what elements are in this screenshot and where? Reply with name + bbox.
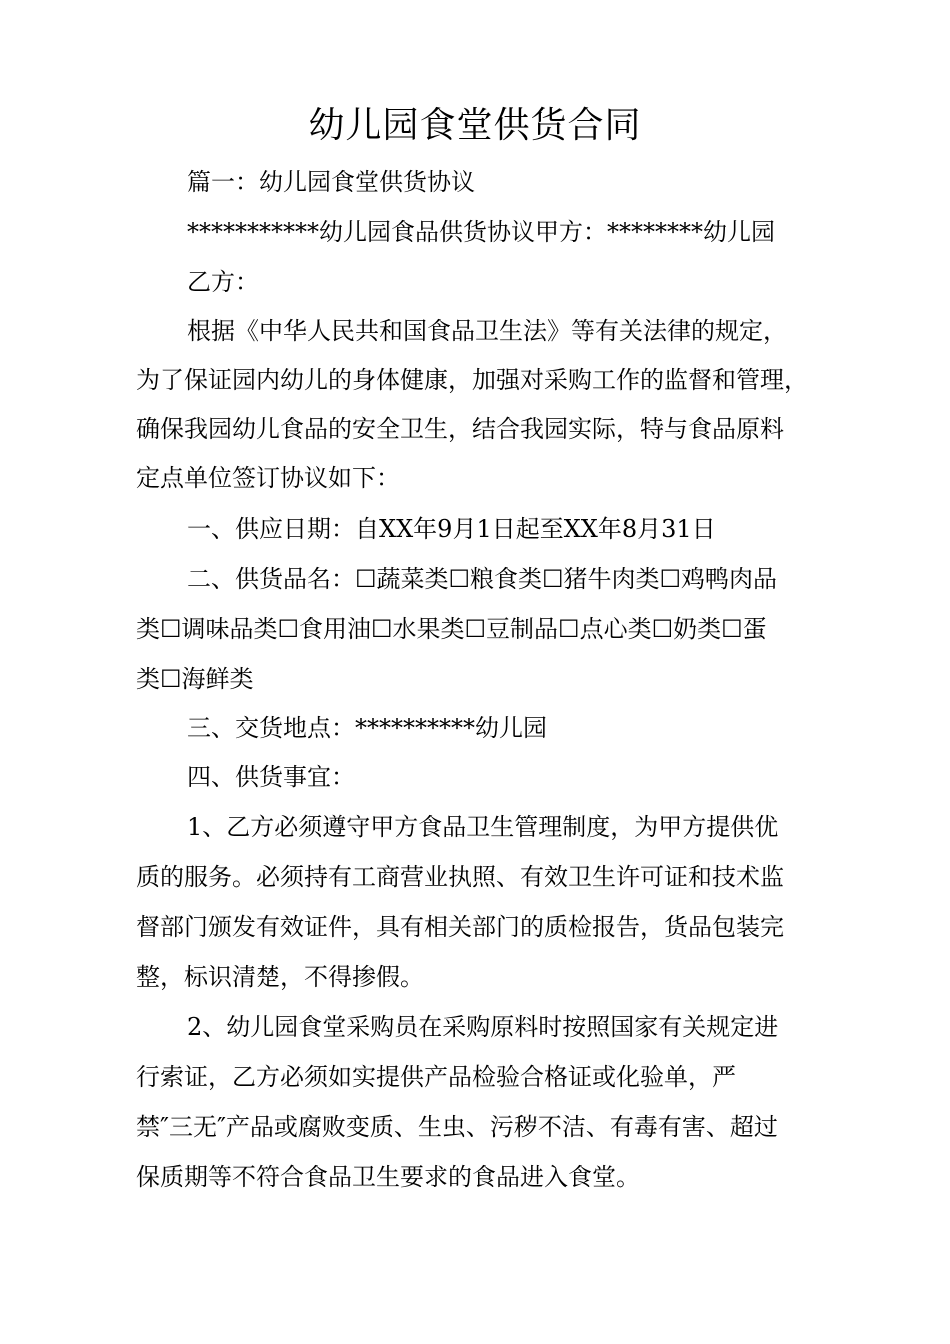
paragraph-line: 乙方： [187, 268, 259, 296]
paragraph-line: 类☐调味品类☐食用油☐水果类☐豆制品☐点心类☐奶类☐蛋 [136, 615, 767, 643]
paragraph-line: ***********幼儿园食品供货协议甲方：********幼儿园 [187, 218, 775, 246]
paragraph-line: 确保我园幼儿食品的安全卫生，结合我园实际，特与食品原料 [136, 415, 784, 443]
paragraph-line: 四、供货事宜： [187, 763, 355, 791]
paragraph-line: 一、供应日期：自XX年9月1日起至XX年8月31日 [187, 515, 716, 543]
paragraph-line: 质的服务。必须持有工商营业执照、有效卫生许可证和技术监 [136, 863, 784, 891]
paragraph-line: 保质期等不符合食品卫生要求的食品进入食堂。 [136, 1163, 640, 1191]
paragraph-line: 二、供货品名：☐蔬菜类☐粮食类☐猪牛肉类☐鸡鸭肉品 [187, 565, 778, 593]
paragraph-line: 禁″三无″产品或腐败变质、生虫、污秽不洁、有毒有害、超过 [136, 1113, 778, 1141]
paragraph-line: 篇一：幼儿园食堂供货协议 [187, 168, 475, 196]
paragraph-line: 类☐海鲜类 [136, 665, 254, 693]
document-title: 幼儿园食堂供货合同 [308, 105, 642, 146]
paragraph-line: 根据《中华人民共和国食品卫生法》等有关法律的规定， [187, 317, 787, 345]
paragraph-line: 整，标识清楚，不得掺假。 [136, 963, 424, 991]
paragraph-line: 三、交货地点：**********幼儿园 [187, 714, 547, 742]
paragraph-line: 行索证，乙方必须如实提供产品检验合格证或化验单，严 [136, 1063, 736, 1091]
paragraph-line: 定点单位签订协议如下： [136, 464, 400, 492]
paragraph-line: 为了保证园内幼儿的身体健康，加强对采购工作的监督和管理， [136, 366, 808, 394]
paragraph-line: 督部门颁发有效证件，具有相关部门的质检报告，货品包装完 [136, 913, 784, 941]
paragraph-line: 2、幼儿园食堂采购员在采购原料时按照国家有关规定进 [187, 1013, 779, 1041]
paragraph-line: 1、乙方必须遵守甲方食品卫生管理制度，为甲方提供优 [187, 813, 779, 841]
